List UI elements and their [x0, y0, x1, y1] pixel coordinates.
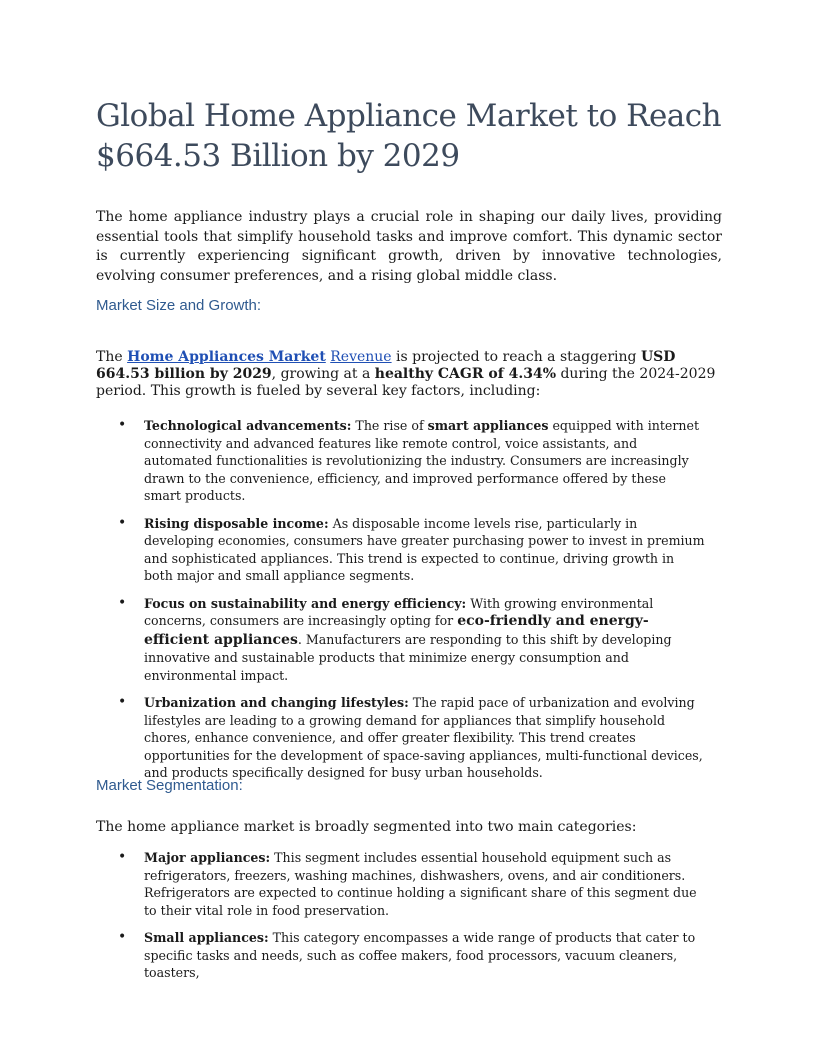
- bold-text: USD 664.53 billion by 2029: [96, 349, 676, 382]
- bullet-text: As disposable income levels rise, particularly in developing economies, consumers have greater purchasing power to invest in premium and sophisticated appliances. This trend is expected to continue, driving growth in both major and small appliance segments.: [144, 515, 705, 583]
- bold-text: smart appliances: [427, 418, 549, 433]
- revenue-link[interactable]: Revenue: [330, 349, 392, 365]
- list-item: [96, 694, 706, 782]
- list-item: [96, 849, 706, 919]
- list-item: [96, 515, 706, 585]
- bullet-lead: Technological advancements:: [144, 418, 352, 433]
- bullet-text: This category encompasses a wide range of products that cater to specific tasks and needs, such as coffee makers, food processors, vacuum cleaners, toasters,: [144, 930, 696, 980]
- growth-factors-list: [96, 417, 706, 782]
- segmentation-paragraph: The home appliance market is broadly segmented into two main categories:: [96, 819, 637, 835]
- section-heading-market-segmentation: Market Segmentation:: [96, 777, 243, 794]
- bold-text: healthy CAGR of 4.34%: [374, 366, 556, 382]
- text-run: The: [96, 349, 128, 365]
- list-item: [96, 595, 706, 685]
- intro-paragraph: The home appliance industry plays a crucial role in shaping our daily lives, providing essential tools that simplify household tasks and improve comfort. This dynamic sector is currently experiencing significant growth, driven by innovative technologies, evolving consumer preferences, and a rising global middle class.: [96, 209, 722, 284]
- list-item: [96, 929, 706, 982]
- page-title: Global Home Appliance Market to Reach $664.53 Billion by 2029: [96, 98, 722, 174]
- text-run: , growing at a: [271, 366, 375, 382]
- bullet-text: With growing environmental concerns, consumers are increasingly opting for: [144, 595, 654, 628]
- bullet-lead: Small appliances:: [144, 930, 269, 945]
- bullet-text: equipped with internet connectivity and advanced features like remote control, voice assistants, and automated functionalities is revolutionizing the industry. Consumers are increasingly drawn to the convenience, efficiency, and improved performance offered by these smart products.: [144, 418, 700, 503]
- section-heading-market-size: Market Size and Growth:: [96, 297, 262, 314]
- bullet-text: The rapid pace of urbanization and evolving lifestyles are leading to a growing demand for appliances that simplify household chores, enhance convenience, and offer greater flexibility. This trend creates opportunities for the development of space-saving appliances, multi-functional devices, and products specifically designed for busy urban households.: [144, 695, 703, 780]
- segmentation-list: [96, 849, 706, 982]
- home-appliances-market-link[interactable]: Home Appliances Market: [127, 349, 326, 365]
- bullet-lead: Focus on sustainability and energy efficiency:: [144, 595, 467, 611]
- bullet-text: . Manufacturers are responding to this shift by developing innovative and sustainable products that minimize energy consumption and environmental impact.: [144, 631, 672, 683]
- bullet-text: This segment includes essential household equipment such as refrigerators, freezers, washing machines, dishwashers, ovens, and air conditioners. Refrigerators are expected to continue holding a significant share of this segment due to their vital role in food preservation.: [144, 850, 697, 918]
- text-run: during the 2024-2029 period. This growth is fueled by several key factors, including:: [96, 366, 716, 399]
- list-item: [96, 417, 706, 505]
- bullet-lead: Urbanization and changing lifestyles:: [144, 695, 409, 710]
- text-run: is projected to reach a staggering: [391, 349, 641, 365]
- market-size-paragraph: [96, 349, 722, 400]
- bold-text: eco-friendly and energy-efficient appliances: [144, 613, 649, 648]
- bullet-lead: Major appliances:: [144, 850, 271, 865]
- bullet-text: The rise of: [351, 418, 428, 433]
- bullet-lead: Rising disposable income:: [144, 515, 329, 531]
